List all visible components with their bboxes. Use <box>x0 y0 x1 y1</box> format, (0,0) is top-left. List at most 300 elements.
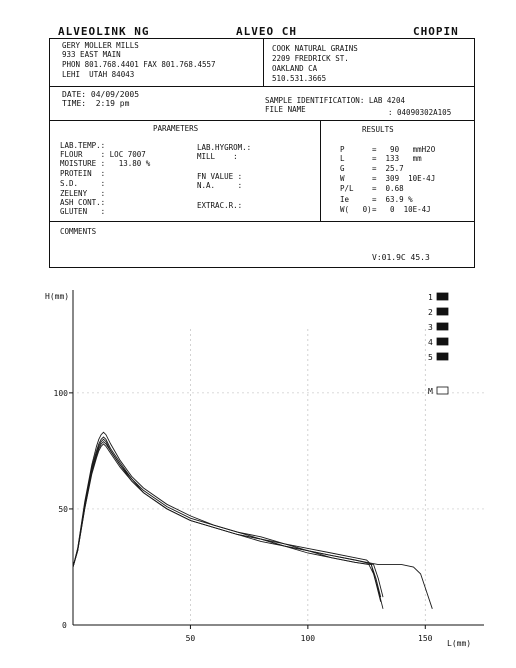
legend-swatch-2 <box>437 308 448 315</box>
x-grid-dot <box>425 445 426 446</box>
y-grid-dot <box>108 392 109 393</box>
y-grid-dot <box>418 508 419 509</box>
x-grid-dot <box>190 445 191 446</box>
legend-swatch-M <box>437 387 448 394</box>
x-grid-dot <box>425 360 426 361</box>
file-name-value: : 04090302A105 <box>388 108 452 117</box>
y-grid-dot <box>313 392 314 393</box>
y-grid-dot <box>423 392 424 393</box>
legend-swatch-5 <box>437 353 448 360</box>
x-grid-dot <box>190 355 191 356</box>
x-grid-dot <box>425 465 426 466</box>
y-grid-dot <box>453 508 454 509</box>
y-grid-dot <box>193 508 194 509</box>
x-grid-dot <box>307 515 308 516</box>
y-grid-dot <box>368 392 369 393</box>
x-grid-dot <box>307 355 308 356</box>
y-grid-dot <box>418 392 419 393</box>
y-grid-dot <box>303 392 304 393</box>
y-grid-dot <box>288 392 289 393</box>
y-grid-dot <box>293 508 294 509</box>
x-grid-dot <box>425 455 426 456</box>
x-grid-dot <box>307 590 308 591</box>
y-grid-dot <box>253 508 254 509</box>
x-grid-dot <box>425 600 426 601</box>
y-grid-dot <box>438 508 439 509</box>
supplier-line2: 2209 FREDRICK ST. <box>272 54 349 63</box>
supplier-line4: 510.531.3665 <box>272 74 327 83</box>
x-grid-dot <box>307 565 308 566</box>
param-na: N.A. : <box>197 181 243 190</box>
x-grid-dot <box>425 375 426 376</box>
x-grid-dot <box>425 615 426 616</box>
x-grid-dot <box>190 390 191 391</box>
param-protein: PROTEIN : <box>60 169 106 178</box>
y-grid-dot <box>393 392 394 393</box>
client-line3: PHON 801.768.4401 FAX 801.768.4557 <box>62 60 216 69</box>
y-grid-dot <box>208 508 209 509</box>
y-grid-dot <box>283 508 284 509</box>
result-w0-symbol: W( 0) <box>340 205 372 214</box>
y-grid-dot <box>323 508 324 509</box>
x-grid-dot <box>307 340 308 341</box>
x-grid-dot <box>307 615 308 616</box>
x-grid-dot <box>307 595 308 596</box>
x-tick-label: 100 <box>300 634 316 643</box>
y-grid-dot <box>133 508 134 509</box>
x-grid-dot <box>190 540 191 541</box>
y-grid-dot <box>143 392 144 393</box>
x-grid-dot <box>425 380 426 381</box>
result-w0-value: = 0 10E-4J <box>372 205 431 214</box>
x-grid-dot <box>425 480 426 481</box>
y-grid-dot <box>373 508 374 509</box>
y-tick-label: 50 <box>58 504 68 514</box>
x-grid-dot <box>425 565 426 566</box>
x-grid-dot <box>425 510 426 511</box>
x-grid-dot <box>425 385 426 386</box>
y-grid-dot <box>298 508 299 509</box>
x-grid-dot <box>307 450 308 451</box>
y-grid-dot <box>153 392 154 393</box>
x-grid-dot <box>190 460 191 461</box>
y-grid-dot <box>78 392 79 393</box>
y-grid-dot <box>203 508 204 509</box>
y-grid-dot <box>468 392 469 393</box>
param-ash: ASH CONT.: <box>60 198 106 207</box>
x-grid-dot <box>190 330 191 331</box>
x-grid-dot <box>307 420 308 421</box>
result-pl-value: = 0.68 <box>372 184 404 193</box>
y-grid-dot <box>333 508 334 509</box>
y-grid-dot <box>408 392 409 393</box>
y-grid-dot <box>398 508 399 509</box>
result-w-symbol: W <box>340 174 345 183</box>
chart-axes <box>45 290 484 648</box>
y-grid-dot <box>163 392 164 393</box>
y-grid-dot <box>213 508 214 509</box>
x-grid-dot <box>307 400 308 401</box>
y-grid-dot <box>308 508 309 509</box>
x-grid-dot <box>190 510 191 511</box>
y-grid-dot <box>178 392 179 393</box>
x-grid-dot <box>307 495 308 496</box>
y-grid-dot <box>328 508 329 509</box>
x-grid-dot <box>190 370 191 371</box>
x-grid-dot <box>307 440 308 441</box>
y-grid-dot <box>188 508 189 509</box>
y-grid-dot <box>153 508 154 509</box>
report-date: DATE: 04/09/2005 <box>62 90 140 99</box>
x-grid-dot <box>307 605 308 606</box>
y-grid-dot <box>408 508 409 509</box>
y-grid-dot <box>223 392 224 393</box>
x-grid-dot <box>425 610 426 611</box>
x-grid-dot <box>190 560 191 561</box>
x-grid-dot <box>190 575 191 576</box>
param-fn-value: FN VALUE : <box>197 172 243 181</box>
y-grid-dot <box>193 392 194 393</box>
y-grid-dot <box>358 508 359 509</box>
x-grid-dot <box>425 605 426 606</box>
y-grid-dot <box>103 392 104 393</box>
y-grid-dot <box>388 392 389 393</box>
x-grid-dot <box>307 390 308 391</box>
y-grid-dot <box>318 392 319 393</box>
x-grid-dot <box>425 405 426 406</box>
x-grid-dot <box>190 335 191 336</box>
y-grid-dot <box>208 392 209 393</box>
y-grid-dot <box>373 392 374 393</box>
x-grid-dot <box>190 545 191 546</box>
legend-label-3: 3 <box>428 323 433 332</box>
x-grid-dot <box>190 620 191 621</box>
y-grid-dot <box>218 392 219 393</box>
param-flour: FLOUR : LOC 7007 <box>60 150 146 159</box>
y-grid-dot <box>233 508 234 509</box>
legend-label-5: 5 <box>428 353 433 362</box>
x-grid-dot <box>425 460 426 461</box>
x-grid-dot <box>190 465 191 466</box>
y-grid-dot <box>93 508 94 509</box>
y-grid-dot <box>453 392 454 393</box>
x-grid-dot <box>307 360 308 361</box>
x-grid-dot <box>307 370 308 371</box>
y-grid-dot <box>118 508 119 509</box>
parameters-title: PARAMETERS <box>153 124 199 133</box>
y-grid-dot <box>278 508 279 509</box>
legend-label-4: 4 <box>428 338 433 347</box>
header-right: CHOPIN <box>413 25 459 38</box>
x-grid-dot <box>307 430 308 431</box>
x-grid-dot <box>307 555 308 556</box>
y-grid-dot <box>248 392 249 393</box>
y-grid-dot <box>403 392 404 393</box>
x-grid-dot <box>190 500 191 501</box>
x-grid-dot <box>425 500 426 501</box>
x-grid-dot <box>307 585 308 586</box>
param-zeleny: ZELENY : <box>60 189 106 198</box>
x-grid-dot <box>190 595 191 596</box>
x-grid-dot <box>425 345 426 346</box>
x-grid-dot <box>307 485 308 486</box>
legend-swatch-3 <box>437 323 448 330</box>
x-grid-dot <box>190 425 191 426</box>
x-grid-dot <box>190 405 191 406</box>
curve-series-2 <box>73 437 381 597</box>
x-grid-dot <box>190 385 191 386</box>
result-w-value: = 309 10E-4J <box>372 174 436 183</box>
x-grid-dot <box>190 530 191 531</box>
file-name-label: FILE NAME <box>265 105 306 114</box>
y-grid-dot <box>78 508 79 509</box>
x-grid-dot <box>190 590 191 591</box>
x-grid-dot <box>307 365 308 366</box>
result-p-value: = 90 mmH2O <box>372 145 436 154</box>
x-grid-dot <box>190 475 191 476</box>
y-grid-dot <box>168 392 169 393</box>
y-grid-dot <box>468 508 469 509</box>
result-g-value: = 25.7 <box>372 164 404 173</box>
y-grid-dot <box>113 508 114 509</box>
x-grid-dot <box>307 460 308 461</box>
y-grid-dot <box>143 508 144 509</box>
x-grid-dot <box>425 335 426 336</box>
y-grid-dot <box>348 508 349 509</box>
x-grid-dot <box>190 565 191 566</box>
y-grid-dot <box>413 508 414 509</box>
x-grid-dot <box>425 580 426 581</box>
x-grid-dot <box>190 490 191 491</box>
x-grid-dot <box>190 400 191 401</box>
y-grid-dot <box>338 392 339 393</box>
x-grid-dot <box>190 505 191 506</box>
x-grid-dot <box>425 355 426 356</box>
y-grid-dot <box>288 508 289 509</box>
param-extrac: EXTRAC.R.: <box>197 201 243 210</box>
x-grid-dot <box>307 415 308 416</box>
x-grid-dot <box>190 605 191 606</box>
x-grid-dot <box>307 600 308 601</box>
legend-label-M: M <box>428 387 433 396</box>
x-grid-dot <box>190 435 191 436</box>
legend-swatch-4 <box>437 338 448 345</box>
x-grid-dot <box>190 455 191 456</box>
x-grid-dot <box>190 610 191 611</box>
y-grid-dot <box>218 508 219 509</box>
client-line4: LEHI UTAH 84043 <box>62 70 135 79</box>
y-grid-dot <box>473 392 474 393</box>
x-grid-dot <box>425 340 426 341</box>
y-grid-dot <box>348 392 349 393</box>
y-grid-dot <box>83 392 84 393</box>
y-grid-dot <box>323 392 324 393</box>
x-grid-dot <box>190 580 191 581</box>
x-grid-dot <box>307 525 308 526</box>
version-label: V:01.9C 45.3 <box>372 253 430 262</box>
y-grid-dot <box>258 392 259 393</box>
x-grid-dot <box>425 505 426 506</box>
y-grid-dot <box>388 508 389 509</box>
y-grid-dot <box>413 392 414 393</box>
y-grid-dot <box>243 508 244 509</box>
x-grid-dot <box>190 615 191 616</box>
x-grid-dot <box>190 535 191 536</box>
y-grid-dot <box>123 508 124 509</box>
x-axis-label: L(mm) <box>447 639 472 648</box>
y-grid-dot <box>158 508 159 509</box>
x-grid-dot <box>307 520 308 521</box>
x-grid-dot <box>190 420 191 421</box>
x-grid-dot <box>425 555 426 556</box>
y-grid-dot <box>353 392 354 393</box>
param-lab-temp: LAB.TEMP.: <box>60 141 106 150</box>
chart-curves <box>73 432 432 609</box>
comments-label: COMMENTS <box>60 227 97 236</box>
y-grid-dot <box>88 508 89 509</box>
y-grid-dot <box>198 508 199 509</box>
y-grid-dot <box>483 508 484 509</box>
y-grid-dot <box>278 392 279 393</box>
x-grid-dot <box>190 350 191 351</box>
y-grid-dot <box>338 508 339 509</box>
y-grid-dot <box>478 508 479 509</box>
x-grid-dot <box>190 600 191 601</box>
y-grid-dot <box>363 392 364 393</box>
x-grid-dot <box>307 575 308 576</box>
y-grid-dot <box>253 392 254 393</box>
x-grid-dot <box>425 420 426 421</box>
x-grid-dot <box>190 495 191 496</box>
y-grid-dot <box>128 392 129 393</box>
y-grid-dot <box>353 508 354 509</box>
x-grid-dot <box>425 550 426 551</box>
x-grid-dot <box>190 470 191 471</box>
param-moisture: MOISTURE : 13.80 % <box>60 159 151 168</box>
x-grid-dot <box>425 370 426 371</box>
x-grid-dot <box>307 545 308 546</box>
result-p-symbol: P <box>340 145 345 154</box>
y-grid-dot <box>423 508 424 509</box>
y-grid-dot <box>383 508 384 509</box>
y-grid-dot <box>478 392 479 393</box>
y-grid-dot <box>138 508 139 509</box>
result-l-symbol: L <box>340 154 345 163</box>
result-ie-symbol: Ie <box>340 195 350 204</box>
y-grid-dot <box>283 392 284 393</box>
x-grid-dot <box>307 350 308 351</box>
x-grid-dot <box>425 365 426 366</box>
x-grid-dot <box>425 350 426 351</box>
x-grid-dot <box>425 450 426 451</box>
x-grid-dot <box>425 430 426 431</box>
chart-legend <box>428 293 448 396</box>
supplier-line1: COOK NATURAL GRAINS <box>272 44 358 53</box>
x-grid-dot <box>425 415 426 416</box>
x-grid-dot <box>307 570 308 571</box>
y-grid-dot <box>223 508 224 509</box>
x-tick-label: 50 <box>185 634 196 643</box>
x-grid-dot <box>425 545 426 546</box>
x-grid-dot <box>307 510 308 511</box>
result-l-value: = 133 mm <box>372 154 422 163</box>
x-grid-dot <box>307 330 308 331</box>
y-grid-dot <box>368 508 369 509</box>
header-left: ALVEOLINK NG <box>58 25 150 38</box>
x-grid-dot <box>307 530 308 531</box>
param-lab-hygrom: LAB.HYGROM.: <box>197 143 252 152</box>
x-grid-dot <box>425 575 426 576</box>
y-grid-dot <box>98 508 99 509</box>
x-grid-dot <box>425 395 426 396</box>
legend-label-2: 2 <box>428 308 433 317</box>
x-grid-dot <box>190 555 191 556</box>
curve-series-1 <box>73 444 432 609</box>
x-grid-dot <box>425 475 426 476</box>
y-grid-dot <box>138 392 139 393</box>
y-grid-dot <box>363 508 364 509</box>
y-grid-dot <box>213 392 214 393</box>
y-grid-dot <box>183 392 184 393</box>
sample-identification: SAMPLE IDENTIFICATION: LAB 4204 <box>265 96 405 105</box>
x-grid-dot <box>425 560 426 561</box>
y-grid-dot <box>268 392 269 393</box>
x-grid-dot <box>307 540 308 541</box>
x-grid-dot <box>190 410 191 411</box>
y-grid-dot <box>268 508 269 509</box>
x-grid-dot <box>190 450 191 451</box>
y-grid-dot <box>293 392 294 393</box>
y-grid-dot <box>123 392 124 393</box>
x-grid-dot <box>425 535 426 536</box>
y-grid-dot <box>203 392 204 393</box>
x-grid-dot <box>425 540 426 541</box>
y-grid-dot <box>198 392 199 393</box>
x-grid-dot <box>190 360 191 361</box>
y-grid-dot <box>308 392 309 393</box>
y-grid-dot <box>428 508 429 509</box>
x-grid-dot <box>307 500 308 501</box>
y-axis-label: H(mm) <box>45 292 70 301</box>
x-grid-dot <box>425 585 426 586</box>
y-grid-dot <box>313 508 314 509</box>
y-grid-dot <box>93 392 94 393</box>
y-grid-dot <box>333 392 334 393</box>
y-grid-dot <box>458 508 459 509</box>
x-grid-dot <box>425 570 426 571</box>
x-grid-dot <box>190 570 191 571</box>
x-grid-dot <box>425 425 426 426</box>
y-grid-dot <box>393 508 394 509</box>
y-grid-dot <box>273 508 274 509</box>
x-grid-dot <box>307 480 308 481</box>
x-grid-dot <box>307 345 308 346</box>
y-grid-dot <box>398 392 399 393</box>
client-line2: 933 EAST MAIN <box>62 50 121 59</box>
x-grid-dot <box>307 435 308 436</box>
y-grid-dot <box>483 392 484 393</box>
x-grid-dot <box>190 415 191 416</box>
x-grid-dot <box>307 375 308 376</box>
y-grid-dot <box>248 508 249 509</box>
x-grid-dot <box>190 525 191 526</box>
y-grid-dot <box>183 508 184 509</box>
y-grid-dot <box>238 392 239 393</box>
y-grid-dot <box>433 508 434 509</box>
x-grid-dot <box>307 395 308 396</box>
x-grid-dot <box>190 440 191 441</box>
y-grid-dot <box>238 508 239 509</box>
